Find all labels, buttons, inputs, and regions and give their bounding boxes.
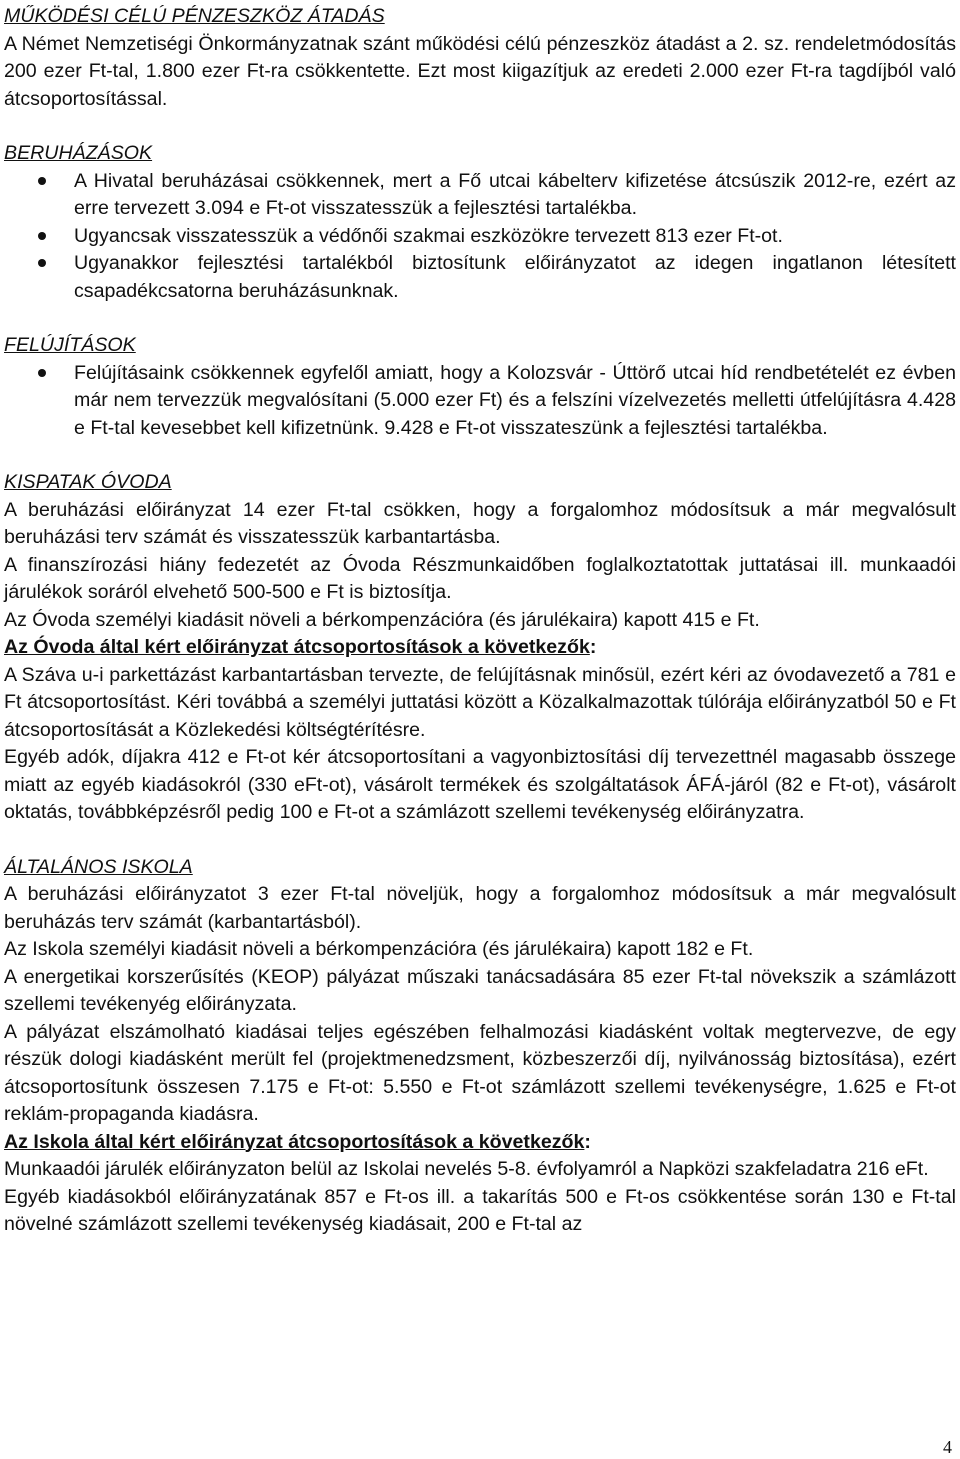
list-item: Ugyancsak visszatesszük a védőnői szakmai eszközökre tervezett 813 ezer Ft-ot. — [4, 223, 956, 251]
section-heading-beruhazasok: BERUHÁZÁSOK — [4, 142, 153, 164]
list-item: Ugyanakkor fejlesztési tartalékból biztosítunk előirányzatot az idegen ingatlanon létesített csapadékcsatorna beruházásunknak. — [4, 250, 956, 305]
subheading-iskola-text: Az Iskola által kért előirányzat átcsoportosítások a következők — [4, 1130, 585, 1153]
subheading-iskola-colon: : — [584, 1130, 591, 1153]
paragraph-ovoda-3: Az Óvoda személyi kiadásit növeli a bérkompenzációra (és járulékaira) kapott 415 e Ft. — [4, 608, 760, 631]
paragraph-iskola-6: Egyéb kiadásokból előirányzatának 857 e Ft-os ill. a takarítás 500 e Ft-os csökkentése során 130 e Ft-tal növelné számlázott szellemi tevékenység kiadásait, 200 e Ft-tal az — [4, 1185, 956, 1235]
subheading-iskola — [4, 1129, 956, 1157]
subheading-ovoda — [4, 634, 956, 662]
paragraph-ovoda-5: Egyéb adók, díjakra 412 e Ft-ot kér átcsoportosítani a vagyonbiztosítási díj tervezettnél magasabb összege miatt az egyéb kiadásokról (330 eFt-ot), vásárolt termékek és szolgáltatások ÁFÁ-járól (82 e Ft-ot), vásárolt oktatás, továbbképzésről pedig 100 e Ft-ot a számlázott szellemi tevékenység előirányzatra. — [4, 746, 956, 823]
list-item: Felújításaink csökkennek egyfelől amiatt, hogy a Kolozsvár - Úttörő utcai híd rendbetételét ez évben már nem tervezzük megvalósítani (5.000 ezer Ft) és a felszíni vízelvezetés melletti útfelújításra 4.428 e Ft-tal kevesebbet kell kifizetnünk. 9.428 e Ft-ot visszateszünk a fejlesztési tartalékba. — [4, 360, 956, 443]
bullet-list-beruhazasok — [4, 168, 956, 306]
paragraph-iskola-4: A pályázat elszámolható kiadásai teljes egészében felhalmozási kiadásként voltak megtervezve, de egy részük dologi kiadásként merült fel (projektmenedzsment, közbeszerzői díj, nyilvánosság biztosítása), ezért átcsoportosítunk összesen 7.175 e Ft-ot: 5.550 e Ft-ot számlázott szellemi tevékenységre, 1.625 e Ft-ot reklám-propaganda kiadásra. — [4, 1020, 956, 1125]
section-heading-iskola: ÁLTALÁNOS ISKOLA — [4, 855, 193, 878]
paragraph-iskola-3: A energetikai korszerűsítés (KEOP) pályázat műszaki tanácsadására 85 ezer Ft-tal növekszik a számlázott szellemi tevékenyég előirányzata. — [4, 965, 956, 1015]
subheading-ovoda-colon: : — [589, 636, 597, 658]
paragraph-ovoda-4: A Száva u-i parkettázást karbantartásban tervezte, de felújításnak minősül, ezért kéri az óvodavezető a 781 e Ft átcsoportosítást. Kéri továbbá a személyi juttatási között a Közalkalmazottak túlórája előirányzatból 50 e Ft átcsoportosítását a Közlekedési költségtérítésre. — [4, 663, 956, 741]
paragraph-ovoda-1: A beruházási előirányzat 14 ezer Ft-tal csökken, hogy a forgalomhoz módosítsuk a már megvalósult beruházási terv számát és visszatesszük karbantartásba. — [4, 498, 956, 548]
section-heading-ovoda: KISPATAK ÓVODA — [4, 471, 172, 493]
paragraph-ovoda-2: A finanszírozási hiány fedezetét az Óvoda Részmunkaidőben foglalkoztatottak juttatásai ill. munkaadói járulékok soráról elvehető 500-500 e Ft is biztosítja. — [4, 553, 956, 603]
bullet-list-felujitasok — [4, 360, 956, 443]
paragraph-mukodesi: A Német Nemzetiségi Önkormányzatnak szánt működési célú pénzeszköz átadást a 2. sz. rendeletmódosítás 200 ezer Ft-tal, 1.800 ezer Ft-ra csökkentette. Ezt most kiigazítjuk az eredeti 2.000 ezer Ft-ra tagdíjból való átcsoportosítással. — [4, 32, 956, 110]
paragraph-iskola-2: Az Iskola személyi kiadásit növeli a bérkompenzációra (és járulékaira) kapott 182 e Ft. — [4, 938, 754, 960]
list-item: A Hivatal beruházásai csökkennek, mert a Fő utcai kábelterv kifizetése átcsúszik 2012-re, ezért az erre tervezett 3.094 e Ft-ot visszatesszük a fejlesztési tartalékba. — [4, 168, 956, 223]
page-number: 4 — [943, 1437, 952, 1457]
subheading-ovoda-text: Az Óvoda által kért előirányzat átcsoportosítások a következők — [4, 636, 590, 658]
section-heading-felujitasok: FELÚJÍTÁSOK — [4, 334, 136, 356]
paragraph-iskola-1: A beruházási előirányzatot 3 ezer Ft-tal növeljük, hogy a forgalomhoz módosítsuk a már megvalósult beruházás terv számát (karbantartásból). — [4, 883, 956, 933]
paragraph-iskola-5: Munkaadói járulék előirányzaton belül az Iskolai nevelés 5-8. évfolyamról a Napközi szakfeladatra 216 eFt. — [4, 1158, 929, 1180]
document-page — [4, 3, 956, 1239]
section-heading-mukodesi: MŰKÖDÉSI CÉLÚ PÉNZESZKÖZ ÁTADÁS — [4, 5, 385, 27]
